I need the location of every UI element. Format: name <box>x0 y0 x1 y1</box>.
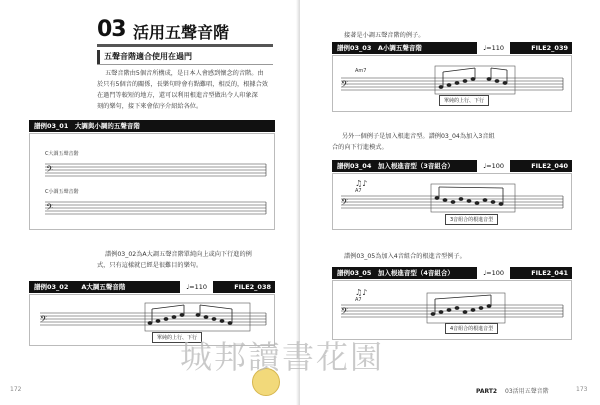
score-example-03-05 <box>332 280 572 340</box>
chord-symbol: A7 <box>355 297 362 303</box>
low-paragraph: 譜例03_05為加入4音組合的根進音型例子。 <box>344 253 466 260</box>
svg-text:♫♪: ♫♪ <box>355 179 368 188</box>
tempo-marking: ♩=100 <box>477 267 510 279</box>
tempo-marking: ♩=110 <box>180 281 213 293</box>
paragraph-line: 式，只有這樣就已經是很難目的樂句。 <box>97 262 203 269</box>
mid-paragraph <box>332 131 572 153</box>
score-example-03-04 <box>332 173 572 230</box>
score-example-03-01 <box>29 133 275 230</box>
audio-file-id: FILE2_040 <box>531 162 568 170</box>
example-label: 譜例03_01 大調與小調的五聲音階 <box>34 122 140 130</box>
running-footer <box>476 386 549 395</box>
intro-paragraph <box>97 68 275 112</box>
chapter-title: 活用五聲音階 <box>133 23 230 42</box>
svg-text:𝄢: 𝄢 <box>341 306 349 319</box>
intro-line: 在過門等較短的地方，還可以利用根進音型做出令人印象深 <box>97 92 258 99</box>
audio-file-id: FILE2_038 <box>234 283 271 291</box>
svg-text:𝄢: 𝄢 <box>40 314 48 327</box>
svg-text:𝄢: 𝄢 <box>46 164 54 177</box>
page-number: 172 <box>10 386 22 393</box>
example-header-03-03 <box>332 42 572 54</box>
score-example-03-03 <box>332 55 572 112</box>
tempo-marking: ♩=100 <box>477 160 510 172</box>
tempo-marking: ♩=110 <box>477 42 510 54</box>
paragraph-line: 另外一個例子是加入根進音型。譜例03_04為加入3音組 <box>342 133 495 140</box>
staff-drawing <box>30 134 274 229</box>
example-label: 譜例03_03 A小調五聲音階 <box>337 44 422 52</box>
example-header-03-05 <box>332 267 572 279</box>
example-header-03-04 <box>332 160 572 172</box>
intro-line: 刻的樂句，接下來會依序介紹給各位。 <box>97 103 203 110</box>
svg-text:𝄢: 𝄢 <box>341 197 349 210</box>
example-label: 譜例03_02 A大調五聲音階 <box>34 283 126 291</box>
scale-label-major: C大調五聲音階 <box>45 151 79 157</box>
section-rule <box>97 64 273 65</box>
callout-box: 單純的上行、下行 <box>439 95 489 106</box>
svg-text:♫♪: ♫♪ <box>355 288 368 297</box>
intro-line: 於只有5個音的關係，長樂句時會有點難唱，相反的，根據合效 <box>97 81 268 88</box>
footer-title: 03活用五聲音階 <box>505 388 549 395</box>
intro-line: 五聲音階由5個音所構成，是日本人會感到懷念的音階。由 <box>105 70 264 77</box>
section-title: 五聲音階適合使用在過門 <box>97 50 192 64</box>
example2-paragraph <box>97 249 277 271</box>
scale-label-minor: C小調五聲音階 <box>45 189 79 195</box>
chapter-rule <box>97 44 273 47</box>
example-label: 譜例03_05 加入根進音型（4音組合） <box>337 269 454 277</box>
audio-file-id: FILE2_041 <box>531 269 568 277</box>
chord-symbol: A7 <box>355 188 362 194</box>
callout-box: 單純的上行、下行 <box>152 332 202 343</box>
page-number: 173 <box>576 386 588 393</box>
paragraph-line: 合的向下行進模式。 <box>332 144 388 151</box>
audio-file-id: FILE2_039 <box>531 44 568 52</box>
chapter-number: 03 <box>97 17 126 42</box>
callout-box: 4音組合的根進音型 <box>445 323 498 334</box>
example-label: 譜例03_04 加入根進音型（3音組合） <box>337 162 454 170</box>
svg-text:𝄢: 𝄢 <box>341 79 349 92</box>
callout-box: 3音組合的根進音型 <box>445 214 498 225</box>
footer-part: PART2 <box>476 388 498 395</box>
example-header-03-02 <box>29 281 275 293</box>
svg-text:𝄢: 𝄢 <box>46 202 54 215</box>
example-header-03-01 <box>29 120 275 132</box>
paragraph-line: 譜例03_02為A大調五聲音階單純向上或向下行進的例 <box>105 251 252 258</box>
intro-text: 接著是小調五聲音階的例子。 <box>344 32 425 39</box>
chord-symbol: Am7 <box>355 68 367 74</box>
watermark-text: 城邦讀書花園 <box>180 338 385 376</box>
